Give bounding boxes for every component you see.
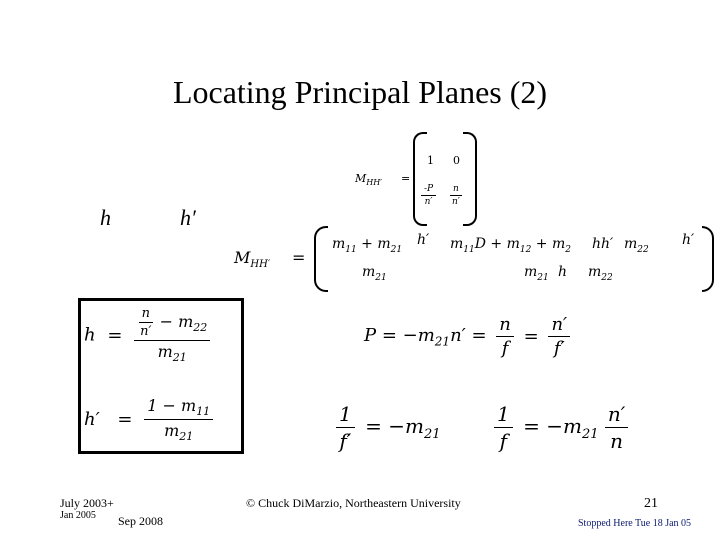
box-eq-h-frac: $\frac{n}{n'}$ − $m_{22}$ $m_{21}$: [134, 306, 210, 364]
focal-eq-1: $\frac{1}{f'}$ = $-m_{21}$: [336, 402, 440, 453]
box-eq-hp-lhs: h′: [84, 409, 100, 431]
label-h: h: [100, 205, 111, 230]
footer-date-1: July 2003+: [60, 496, 114, 510]
matrix-big-left-paren: [314, 226, 328, 292]
footer-copyright: © Chuck DiMarzio, Northeastern University: [246, 496, 461, 510]
matrix-big-row1-c: $m_{11}D + m_{12} + m_2$: [450, 236, 571, 255]
box-eq-h: [84, 306, 210, 364]
matrix-small-a11: 1: [427, 154, 434, 167]
matrix-small: [355, 132, 485, 224]
box-eq-hp-frac: $\frac{1 - m_{11}}{m_{21}}$: [144, 396, 213, 443]
power-eq-frac1: $\frac{n}{f}$: [496, 314, 514, 359]
focal-eq-2: $\frac{1}{f}$ = $-m_{21}$ $\frac{n'}{n}$: [494, 402, 628, 453]
matrix-big-row2-a: $m_{21}$: [362, 264, 387, 283]
page-number: 21: [644, 496, 658, 511]
label-h-prime: h′: [180, 205, 196, 230]
matrix-small-a22: $\frac{n}{n'}$: [452, 184, 460, 207]
matrix-big-row2-c: $m_{22}$: [588, 264, 613, 283]
matrix-small-right-paren: [463, 132, 477, 226]
power-eq: $P = -m_{21}n'$ = $\frac{n}{f}$ = $\frac{n'}{f'}$: [364, 314, 570, 359]
matrix-small-left-paren: [413, 132, 427, 226]
matrix-small-eq: =: [401, 172, 411, 185]
power-eq-frac2: $\frac{n'}{f'}$: [548, 314, 570, 359]
matrix-big: [232, 222, 720, 292]
matrix-big-row1-hhp: hh′: [592, 236, 614, 252]
footer-date-3: Sep 2008: [118, 514, 163, 528]
matrix-big-label: $M_{HH'}$: [234, 248, 271, 271]
box-eq-h-lhs: h: [84, 324, 96, 346]
matrix-big-row1-hp: h′: [417, 232, 430, 248]
box-eq-h-eq: =: [107, 324, 123, 346]
matrix-small-label: $M_{HH'}$: [355, 172, 383, 188]
matrix-big-eq: =: [292, 248, 306, 267]
matrix-big-right-paren: [702, 226, 714, 292]
box-eq-hp: [84, 396, 213, 443]
matrix-big-row2-b: $m_{21}$: [524, 264, 549, 283]
footer-date-2: Jan 2005: [60, 510, 96, 521]
matrix-big-row1-hp2: h′: [682, 232, 695, 248]
matrix-small-a12: 0: [453, 154, 460, 167]
box-eq-hp-eq: =: [117, 409, 133, 431]
matrix-big-row2-h: h: [558, 264, 568, 280]
matrix-big-row1-f: $m_{22}$: [624, 236, 649, 255]
footer-note: Stopped Here Tue 18 Jan 05: [578, 518, 692, 529]
slide-title: Locating Principal Planes (2): [172, 74, 548, 110]
matrix-small-a21: $\frac{-P}{n'}$: [421, 184, 436, 207]
matrix-big-row1-a: $m_{11} + m_{21}$: [332, 236, 403, 255]
